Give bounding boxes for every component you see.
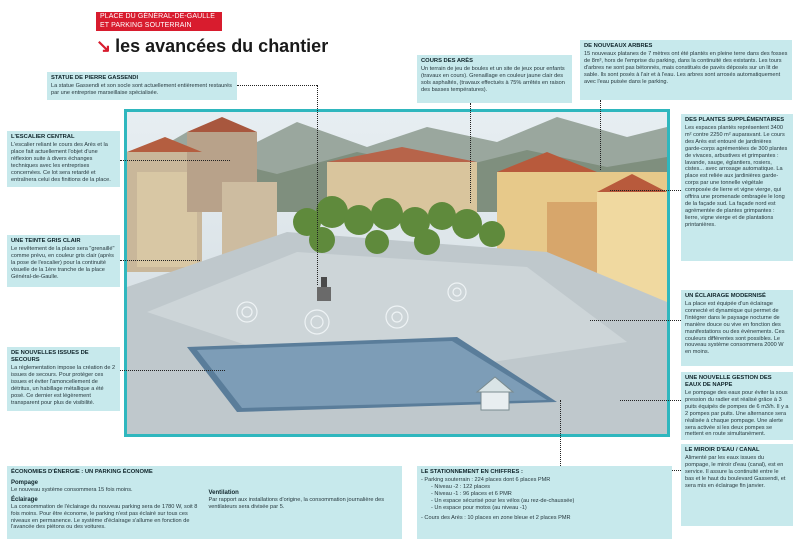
leader-line (120, 260, 200, 261)
stationnement-line: - Un espace sécurisé pour les vélos (au rez-de-chaussée) (431, 497, 575, 504)
leader-line (590, 320, 681, 321)
ventilation-text: Par rapport aux installations d'origine, la consommation journalière des ventilateurs sera divisée par 5. (208, 496, 385, 510)
ventilation-title: Ventilation (208, 490, 239, 496)
site-illustration (124, 109, 670, 437)
stationnement-box (417, 466, 672, 539)
callout-title: UN ÉCLAIRAGE MODERNISÉ (685, 293, 766, 299)
energie-title: ÉCONOMIES D'ÉNERGIE : UN PARKING ÉCONOME (11, 469, 153, 475)
callout-title: LE MIROIR D'EAU / CANAL (685, 447, 760, 453)
callout-text: La place est équipée d'un éclairage connecté et dynamique qui permet de l'intégrer dans le paysage nocturne de manière douce ou vive en fonction des manifestations ou des événements. Ces couleurs différentes sont possibles. Le nouveau système consommera 2000 W en moins. (685, 301, 785, 356)
stationnement-title: LE STATIONNEMENT EN CHIFFRES : (421, 469, 523, 475)
tag-line-1: PLACE DU GÉNÉRAL-DE-GAULLE (100, 13, 216, 20)
stationnement-line: - Cours des Arès : 10 places en zone bleue et 2 places PMR (421, 514, 571, 521)
callout-title: UNE TEINTE GRIS CLAIR (11, 238, 81, 244)
eclairage-title: Éclairage (11, 496, 38, 503)
callout-text: Les espaces plantés représentent 3400 m² contre 2250 m² auparavant. Le cours des Arès est entouré de jardinières garde-corps agrémentées de 300 plantes de vivaces, arbustives et grimpantes : lavande, sauge, églantiers, rosiers, cistes... avec arrosage automatique. La place est reliée aux jardinières garde-corps par une tonnelle végétale composée de lierre et vigne vierge, qui offrira une promenade ombragée le long de la façade sud. La façade nord est agrémentée de plantes grimpantes : lierre, vigne vierge et de plantations printanières. (685, 125, 788, 228)
tag-line-2: ET PARKING SOUTERRAIN (100, 21, 192, 29)
stationnement-line: - Niveau -1 : 96 places et 6 PMR (431, 490, 512, 497)
page-title (96, 36, 328, 57)
callout-text: Un terrain de jeu de boules et un site de jeux pour enfants (travaux en cours). Grenaillage en couleur jaune clair des sols asphaltés, (travaux effectués à 75% arrêtés en raison des basses températures). (421, 66, 565, 93)
eclairage-text: La consommation de l'éclairage du nouveau parking sera de 1780 W, soit 8 fois moins. Pour être économe, le parking n'est pas éclairé sur tous ces niveaux en permanence. Le système d'éclairage s'allume en fonction de l'avancée des piétons ou des voitures. (11, 503, 198, 531)
leader-line (620, 400, 681, 401)
stationnement-line: - Niveau -2 : 122 places (431, 483, 491, 490)
energie-box (7, 466, 402, 539)
leader-line (317, 85, 318, 285)
arrow-icon: ↘ (96, 36, 112, 56)
callout-nappe (681, 372, 793, 440)
callout-text: Le revêtement de la place sera "grenaillé" comme prévu, en couleur gris clair (après la pose de l'escalier) pour la continuité visuelle de la 1ère tranche de la place Général-de-Gaulle. (11, 246, 115, 280)
callout-title: L'ESCALIER CENTRAL (11, 134, 75, 140)
leader-line (120, 160, 230, 161)
callout-text: La statue Gassendi et son socle sont actuellement entièrement restaurés par une entreprise marseillaise spécialisée. (51, 83, 232, 96)
callout-gris (7, 235, 120, 287)
callout-text: 15 nouveaux platanes de 7 mètres ont été plantés en pleine terre dans des fosses de 8m³, hors de l'emprise du parking, dans la continuité des existants. Les tours d'arbres ne sont pas bétonnés, mais constitués de pavés déposés sur un lit de sable. Ils sont posés à l'air et à l'eau. Les arbres sont arrosés automatiquement avec l'eau puisée dans le parking. (584, 51, 788, 85)
leader-line (560, 400, 561, 470)
callout-text: Alimenté par les eaux issues du pompage, le miroir d'eau (canal), est en service. Il assure la continuité entre le bas et le haut du boulevard Gassendi, et sera mis en éclairage fin janvier. (685, 455, 786, 489)
pompage-title: Pompage (11, 480, 39, 486)
pompage-text: Le nouveau système consommera 15 fois moins. (11, 486, 133, 493)
callout-miroir (681, 444, 793, 526)
callout-title: DE NOUVELLES ISSUES DE SECOURS (11, 350, 89, 363)
callout-text: Le pompage des eaux pour éviter la sous pression du radier est réalisé grâce à 3 puits équipés de pompes de 6 m3/h. Il y a 2 pompes par puits. Une alternance sera réalisée à chaque pompage. Une alerte sera activée si les deux pompes se mettent en route simultanément. (685, 390, 789, 438)
callout-issues (7, 347, 120, 411)
callout-text: La réglementation impose la création de 2 issues de secours. Pour protéger ces issues et éviter l'amoncellement de détritus, un habillage métallique a été posé. Ce dernier est légèrement transparent pour plus de visibilité. (11, 365, 116, 406)
leader-line (470, 103, 471, 203)
callout-arbres (580, 40, 792, 100)
callout-eclairage (681, 290, 793, 366)
callout-escalier (7, 131, 120, 187)
page-title-text: les avancées du chantier (115, 36, 329, 56)
callout-title: DES PLANTES SUPPLÉMENTAIRES (685, 117, 785, 123)
callout-title: STATUE DE PIERRE GASSENDI (51, 75, 139, 81)
stationnement-line: - Un espace pour motos (au niveau -1) (431, 504, 527, 511)
leader-line (237, 85, 317, 86)
leader-line (600, 100, 601, 170)
callout-statue (47, 72, 237, 100)
callout-cours-ares (417, 55, 572, 103)
callout-title: DE NOUVEAUX ARBRES (584, 43, 653, 49)
callout-plantes (681, 114, 793, 261)
leader-line (610, 190, 681, 191)
callout-title: UNE NOUVELLE GESTION DES EAUX DE NAPPE (685, 375, 772, 388)
header-tag (96, 12, 222, 32)
callout-text: L'escalier reliant le cours des Arès et la place fait actuellement l'objet d'une réflexion suite à divers échanges techniques avec les entreprises concernées. Ce lot sera retardé et entraînera celui des finitions de la place. (11, 142, 111, 183)
callout-title: COURS DES ARÈS (421, 58, 473, 64)
leader-line (120, 370, 225, 371)
stationnement-line: - Parking souterrain : 224 places dont 6 places PMR (421, 477, 551, 483)
